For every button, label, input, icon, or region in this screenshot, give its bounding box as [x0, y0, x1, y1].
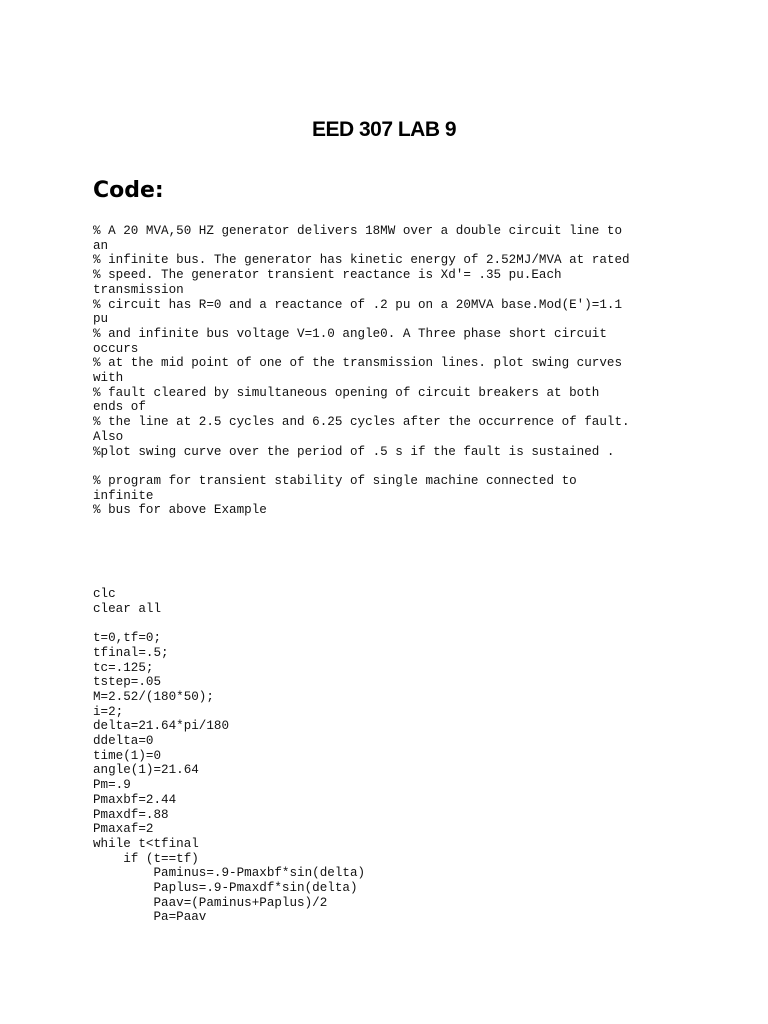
code-line: while t<tfinal [93, 836, 199, 851]
code-line: clear all [93, 601, 162, 616]
code-line: with [93, 371, 124, 386]
code-line: pu [93, 312, 109, 327]
code-line: infinite [93, 488, 154, 503]
code-line: an [93, 238, 109, 253]
code-line: Paplus=.9-Pmaxdf*sin(delta) [93, 881, 358, 896]
code-line: time(1)=0 [93, 748, 162, 763]
code-line: Also [93, 429, 124, 444]
code-line: % at the mid point of one of the transmission lines. plot swing curves [93, 356, 623, 371]
code-line: tfinal=.5; [93, 645, 169, 660]
code-line: % infinite bus. The generator has kinetic energy of 2.52MJ/MVA at rated [93, 253, 630, 268]
code-line: ddelta=0 [93, 734, 154, 749]
code-program-block [93, 587, 365, 925]
code-line: % program for transient stability of single machine connected to [93, 473, 577, 488]
code-line: % fault cleared by simultaneous opening of circuit breakers at both [93, 385, 600, 400]
code-line: ends of [93, 400, 146, 415]
code-line: Pm=.9 [93, 778, 131, 793]
code-line: t=0,tf=0; [93, 631, 162, 646]
code-line: clc [93, 587, 116, 601]
code-line: Pmaxaf=2 [93, 822, 154, 837]
code-line: tstep=.05 [93, 675, 162, 690]
code-line: % bus for above Example [93, 503, 267, 518]
code-line: Paav=(Paminus+Paplus)/2 [93, 895, 328, 910]
document-title: EED 307 LAB 9 [311, 118, 457, 141]
code-line: % circuit has R=0 and a reactance of .2 pu on a 20MVA base.Mod(E')=1.1 [93, 297, 623, 312]
code-line: Pmaxdf=.88 [93, 807, 169, 822]
code-line: angle(1)=21.64 [93, 763, 199, 778]
code-line: transmission [93, 282, 184, 297]
code-line: Paminus=.9-Pmaxbf*sin(delta) [93, 866, 366, 881]
code-section-heading: Code: [93, 178, 164, 203]
code-line: % speed. The generator transient reactance is Xd'= .35 pu.Each [93, 268, 562, 283]
code-line: % A 20 MVA,50 HZ generator delivers 18MW over a double circuit line to [93, 224, 623, 238]
code-comment-block [93, 224, 630, 518]
code-line: Pa=Paav [93, 910, 207, 925]
code-line: Pmaxbf=2.44 [93, 792, 177, 807]
code-line: i=2; [93, 704, 124, 719]
code-line: if (t==tf) [93, 851, 199, 866]
code-line: % the line at 2.5 cycles and 6.25 cycles after the occurrence of fault. [93, 415, 630, 430]
code-line: % and infinite bus voltage V=1.0 angle0. A Three phase short circuit [93, 326, 607, 341]
code-line: %plot swing curve over the period of .5 s if the fault is sustained . [93, 444, 615, 459]
code-line: delta=21.64*pi/180 [93, 719, 230, 734]
code-line: M=2.52/(180*50); [93, 689, 214, 704]
code-line: tc=.125; [93, 660, 154, 675]
code-line: occurs [93, 341, 139, 356]
